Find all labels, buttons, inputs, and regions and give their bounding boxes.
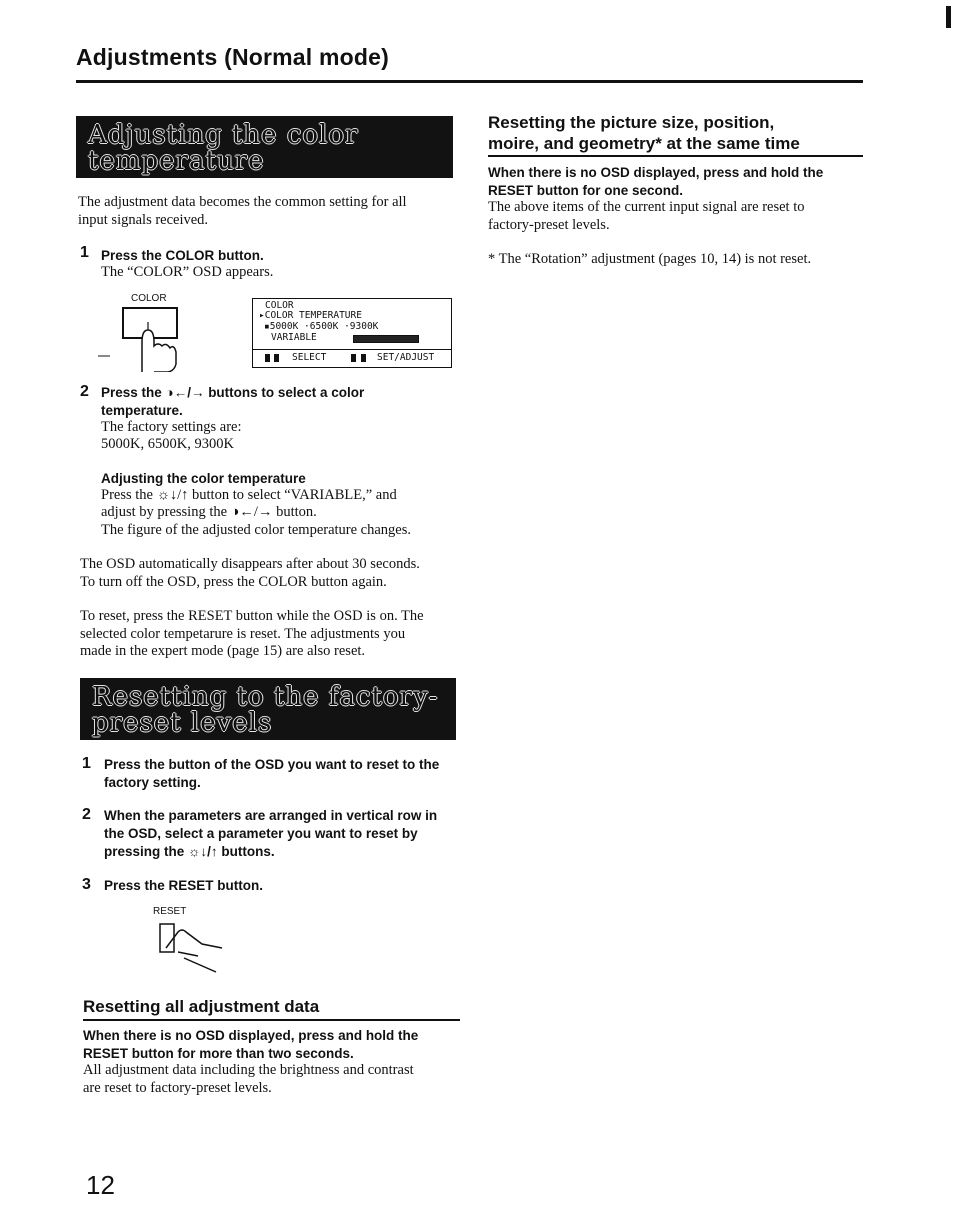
step2-text-line1: The factory settings are: bbox=[101, 419, 242, 435]
section1-intro-line1: The adjustment data becomes the common setting for all bbox=[78, 194, 407, 210]
step2-text-line2: 5000K, 6500K, 9300K bbox=[101, 436, 234, 452]
reset-all-rule bbox=[83, 1019, 460, 1021]
osd-footer-adjust: SET/ADJUST bbox=[377, 352, 435, 363]
page-title: Adjustments (Normal mode) bbox=[76, 44, 389, 70]
osd-adjust-icon bbox=[361, 354, 366, 362]
right-text-line2: factory-preset levels. bbox=[488, 217, 610, 233]
reset-button-label: RESET bbox=[153, 906, 187, 917]
factory-preset-heading-band bbox=[80, 678, 456, 740]
reset-all-bold-line1: When there is no OSD displayed, press and hold the bbox=[83, 1028, 419, 1043]
osd-divider bbox=[253, 349, 451, 350]
adjust-line1: Press the ☼↓/↑ button to select “VARIABLE,” and bbox=[101, 487, 397, 503]
osd-variable-bar bbox=[353, 335, 419, 343]
osd-color-temperature: ▸COLOR TEMPERATURE bbox=[259, 310, 362, 321]
osd-variable: VARIABLE bbox=[271, 332, 317, 343]
color-temperature-heading-line1: Adjusting the color bbox=[88, 120, 359, 150]
reset-note-line2: selected color tempetarure is reset. The adjustments you bbox=[80, 626, 406, 642]
reset-step3-title: Press the RESET button. bbox=[104, 878, 264, 893]
osd-select-icon bbox=[274, 354, 279, 362]
reset-all-text-line1: All adjustment data including the brightness and contrast bbox=[83, 1062, 414, 1078]
page-number: 12 bbox=[86, 1170, 115, 1200]
reset-step2-line3: pressing the ☼↓/↑ buttons. bbox=[104, 844, 275, 859]
step2-title-line1: Press the ◑←/→ buttons to select a color bbox=[101, 385, 365, 400]
step-number: 2 bbox=[82, 806, 91, 823]
reset-step2-line2: the OSD, select a parameter you want to reset by bbox=[104, 826, 418, 841]
adjust-line2: adjust by pressing the ◑←/→ button. bbox=[101, 504, 317, 520]
color-button-label: COLOR bbox=[131, 293, 167, 304]
reset-step1-line2: factory setting. bbox=[104, 775, 201, 790]
osd-adjust-icon bbox=[351, 354, 356, 362]
right-footnote: * The “Rotation” adjustment (pages 10, 14) is not reset. bbox=[488, 251, 812, 267]
reset-all-text-line2: are reset to factory-preset levels. bbox=[83, 1080, 272, 1096]
step-number: 3 bbox=[82, 876, 91, 893]
reset-note-line1: To reset, press the RESET button while the OSD is on. The bbox=[80, 608, 424, 624]
reset-step1-line1: Press the button of the OSD you want to reset to the bbox=[104, 757, 440, 772]
osd-timeout-line1: The OSD automatically disappears after about 30 seconds. bbox=[80, 556, 420, 572]
osd-footer-select: SELECT bbox=[292, 352, 327, 363]
step-number: 1 bbox=[82, 755, 91, 772]
step-number: 1 bbox=[80, 244, 89, 261]
reset-step2-line1: When the parameters are arranged in vertical row in bbox=[104, 808, 438, 823]
osd-select-icon bbox=[265, 354, 270, 362]
step2-title-line2: temperature. bbox=[101, 403, 183, 418]
color-button-press-icon bbox=[96, 300, 192, 372]
reset-all-bold-line2: RESET button for more than two seconds. bbox=[83, 1046, 354, 1061]
step1-text: The “COLOR” OSD appears. bbox=[101, 264, 274, 280]
adjust-subheading: Adjusting the color temperature bbox=[101, 471, 306, 486]
osd-timeout-line2: To turn off the OSD, press the COLOR button again. bbox=[80, 574, 387, 590]
section1-intro-line2: input signals received. bbox=[78, 212, 209, 228]
right-heading-line1: Resetting the picture size, position, bbox=[488, 113, 775, 132]
right-heading-rule bbox=[488, 155, 863, 157]
color-temperature-heading-line2: temperature bbox=[88, 146, 265, 176]
color-osd-menu bbox=[252, 298, 452, 368]
osd-title: COLOR bbox=[265, 300, 294, 311]
margin-mark bbox=[946, 6, 951, 28]
step-number: 2 bbox=[80, 383, 89, 400]
right-heading-line2: moire, and geometry* at the same time bbox=[488, 134, 800, 153]
factory-preset-heading-line2: preset levels bbox=[92, 708, 273, 738]
right-text-line1: The above items of the current input signal are reset to bbox=[488, 199, 805, 215]
title-rule bbox=[76, 80, 863, 83]
step1-title: Press the COLOR button. bbox=[101, 248, 264, 263]
factory-preset-heading-line1: Resetting to the factory- bbox=[92, 682, 439, 712]
right-bold-line1: When there is no OSD displayed, press and hold the bbox=[488, 165, 824, 180]
reset-button-press-icon bbox=[158, 918, 230, 974]
adjust-line3: The figure of the adjusted color temperature changes. bbox=[101, 522, 412, 538]
reset-note-line3: made in the expert mode (page 15) are also reset. bbox=[80, 643, 366, 659]
reset-all-heading: Resetting all adjustment data bbox=[83, 997, 320, 1016]
right-bold-line2: RESET button for one second. bbox=[488, 183, 683, 198]
color-temperature-heading-band bbox=[76, 116, 453, 178]
osd-temperature-options: ▪5000K ·6500K ·9300K bbox=[264, 321, 379, 332]
